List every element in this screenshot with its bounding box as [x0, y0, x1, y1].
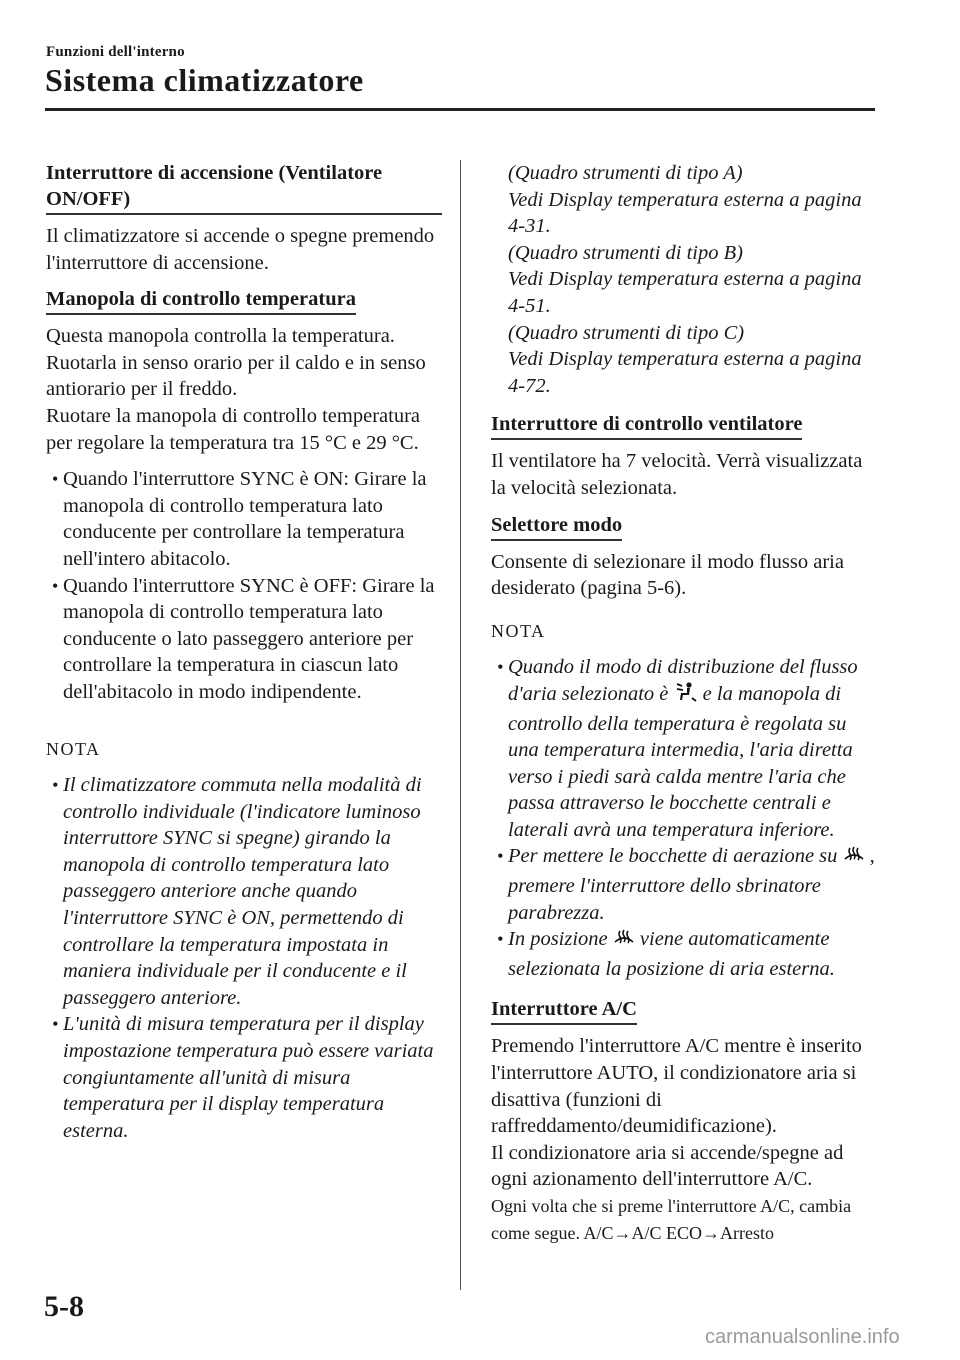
list-item-text: Quando l'interruttore SYNC è OFF: Girare la manopola di controllo temperatura lato conducente o lato passeggero anteriore per controllare la temperatura in ciascun lato dell'abitacolo in modo indipendente. [63, 574, 435, 703]
left-column [46, 160, 442, 1144]
list-item-sync-on [46, 466, 442, 572]
reference-line: Vedi Display temperatura esterna a pagina 4-51. [508, 268, 862, 317]
page-number: 5-8 [44, 1290, 84, 1323]
heading-temperature-knob: Manopola di controllo temperatura [46, 286, 356, 315]
reference-list [491, 160, 881, 399]
bullet-dot: • [497, 657, 504, 678]
nota-item-text: e la manopola di controllo della temperatura è regolata su una temperatura intermedia, l'aria diretta verso i piedi sarà calda mentre l'aria che passa attraverso le bocchette centrali e laterali avrà una temperatura inferiore. [508, 682, 853, 841]
right-column [491, 160, 881, 1247]
reference-line: Vedi Display temperatura esterna a pagina 4-31. [508, 188, 862, 238]
section-label: Funzioni dell'interno [46, 44, 185, 60]
paragraph-power-switch: Il climatizzatore si accende o spegne premendo l'interruttore di accensione. [46, 225, 435, 274]
paragraph-ac-auto: Premendo l'interruttore A/C mentre è inserito l'interruttore AUTO, il condizionatore aria si disattiva (funzioni di raffreddamento/deumidificazione). [491, 1035, 862, 1138]
nota-label: NOTA [46, 738, 101, 759]
nota-item-outside-air [491, 926, 881, 982]
bullet-dot: • [52, 575, 59, 596]
nota-item-individual-mode [46, 772, 442, 1011]
nota-item-text: Per mettere le bocchette di aerazione su [508, 845, 838, 868]
heading-fan-control: Interruttore di controllo ventilatore [491, 411, 802, 440]
paragraph-temperature-knob: Questa manopola controlla la temperatura. Ruotarla in senso orario per il caldo e in senso antiorario per il freddo. [46, 325, 426, 401]
paragraph-mode-selector: Consente di selezionare il modo flusso aria desiderato (pagina 5-6). [491, 550, 844, 600]
paragraph-ac-toggle: Il condizionatore aria si accende/spegne ad ogni azionamento dell'interruttore A/C. [491, 1141, 844, 1191]
windshield-defroster-icon [843, 845, 865, 873]
reference-line: Vedi Display temperatura esterna a pagina 4-72. [508, 348, 862, 397]
title-rule [45, 108, 875, 111]
nota-item-text: viene automaticamente selezionata la posizione di aria esterna. [508, 928, 835, 980]
bullet-dot: • [52, 469, 59, 490]
list-item-sync-off [46, 573, 442, 706]
nota-item-text: Il climatizzatore commuta nella modalità di controllo individuale (l'indicatore luminoso interruttore SYNC si spegne) girando la manopola di controllo temperatura lato passeggero anteriore anche quando l'interruttore SYNC è ON, permettendo di controllare la temperatura impostata in maniera individuale per il conducente e il passeggero anteriore. [63, 774, 422, 1009]
reference-line: (Quadro strumenti di tipo B) [508, 241, 743, 264]
bullet-dot: • [52, 775, 59, 796]
heading-mode-selector: Selettore modo [491, 512, 622, 541]
floor-windshield-mode-icon [674, 681, 698, 711]
list-item-text: Quando l'interruttore SYNC è ON: Girare la manopola di controllo temperatura lato conducente per controllare la temperatura nell'intero abitacolo. [63, 468, 427, 570]
reference-line: (Quadro strumenti di tipo C) [508, 321, 745, 344]
column-divider [460, 160, 461, 1290]
nota-item-text: L'unità di misura temperatura per il display impostazione temperatura può essere variata congiuntamente all'unità di misura temperatura per il display temperatura esterna. [63, 1013, 434, 1142]
nota-item-defroster [491, 843, 881, 926]
paragraph-fan-control: Il ventilatore ha 7 velocità. Verrà visualizzata la velocità selezionata. [491, 450, 863, 499]
nota-item-text: In posizione [508, 928, 608, 951]
bullet-dot: • [497, 846, 504, 867]
nota-item-text: , premere l'interruttore dello sbrinatore parabrezza. [508, 845, 875, 924]
bullet-dot: • [497, 929, 504, 950]
reference-line: (Quadro strumenti di tipo A) [508, 162, 743, 184]
paragraph-temperature-range: Ruotare la manopola di controllo temperatura per regolare la temperatura tra 15 °C e 29 °C. [46, 404, 420, 454]
nota-item-temperature-unit [46, 1011, 442, 1144]
windshield-defroster-icon [613, 928, 635, 956]
heading-ac-switch: Interruttore A/C [491, 996, 637, 1025]
nota-item-airflow-mode [491, 654, 881, 843]
page-title: Sistema climatizzatore [45, 62, 364, 98]
nota-label: NOTA [491, 620, 546, 641]
paragraph-ac-cycle: Ogni volta che si preme l'interruttore A/C, cambia come segue. A/C→A/C ECO→Arresto [491, 1196, 852, 1243]
bullet-dot: • [52, 1014, 59, 1035]
nota-item-text: Quando il modo di distribuzione del flusso d'aria selezionato è [508, 656, 858, 705]
heading-power-switch: Interruttore di accensione (Ventilatore ON/OFF) [46, 160, 442, 215]
watermark: carmanualsonline.info [705, 1326, 900, 1348]
